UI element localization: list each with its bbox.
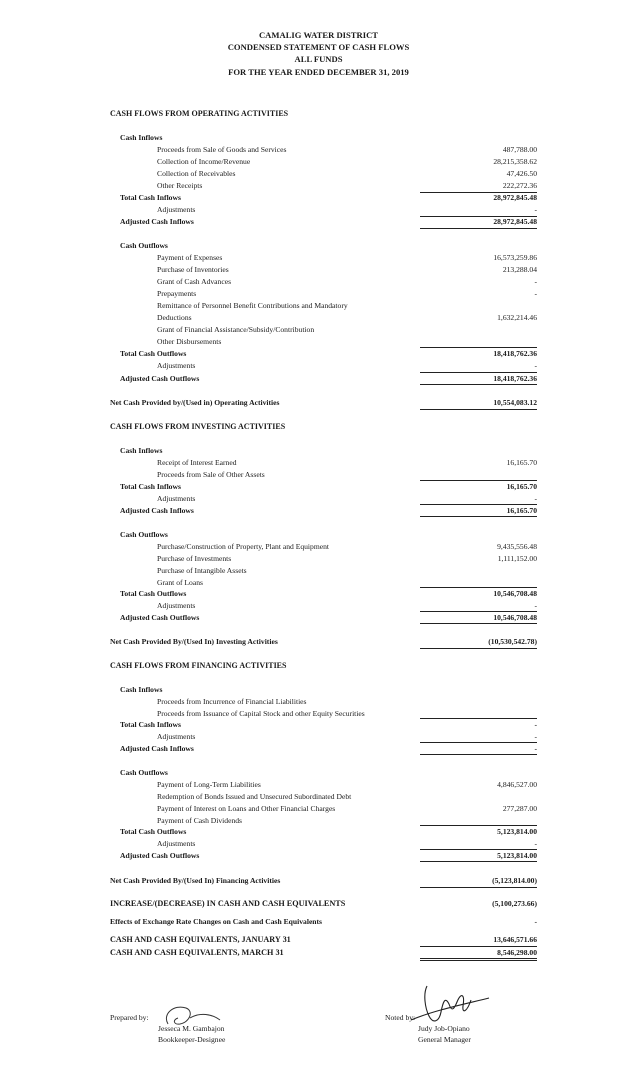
total-inflows-amount: - — [534, 720, 537, 729]
line-item-label: Payment of Long-Term Liabilities — [157, 780, 261, 789]
adjusted-inflows-amount: 28,972,845.48 — [493, 217, 537, 226]
adjustments-label: Adjustments — [157, 494, 196, 503]
prepared-title: Bookkeeper-Designee — [158, 1035, 226, 1044]
line-item-label: Payment of Interest on Loans and Other Financial Charges — [157, 804, 336, 813]
line-item-amount: 4,846,527.00 — [497, 780, 537, 789]
adjustments-amount: - — [534, 205, 537, 214]
adjustments-amount: - — [534, 601, 537, 610]
line-item-amount: 47,426.50 — [506, 169, 537, 178]
adjusted-inflows-amount: 16,165.70 — [506, 506, 537, 515]
line-item-label: Remittance of Personnel Benefit Contributions and Mandatory — [157, 301, 348, 310]
line-item-amount: 16,573,259.86 — [493, 253, 537, 262]
line-item-label: Purchase/Construction of Property, Plant and Equipment — [157, 542, 330, 551]
line-item-label: Purchase of Intangible Assets — [157, 566, 247, 575]
investing-section-title: CASH FLOWS FROM INVESTING ACTIVITIES — [110, 422, 286, 431]
line-item-label: Purchase of Investments — [157, 554, 232, 563]
investing-inflows-heading: Cash Inflows — [120, 446, 163, 455]
adjusted-outflows-amount: 5,123,814.00 — [497, 851, 537, 860]
adjustments-amount: - — [534, 494, 537, 503]
adjustments-label: Adjustments — [157, 361, 196, 370]
fx-effect-amount: - — [534, 917, 537, 926]
line-item-label: Other Receipts — [157, 181, 203, 190]
net-financing-amount: (5,123,814.00) — [492, 876, 537, 885]
line-item-label: Grant of Loans — [157, 578, 203, 587]
double-rule — [420, 516, 537, 517]
total-rule — [420, 504, 537, 505]
total-rule — [420, 718, 537, 719]
total-outflows-amount: 10,546,708.48 — [493, 589, 537, 598]
adjusted-inflows-amount: - — [534, 744, 537, 753]
total-outflows-amount: 5,123,814.00 — [497, 827, 537, 836]
financing-outflows-heading: Cash Outflows — [120, 768, 168, 777]
line-item-label: Prepayments — [157, 289, 197, 298]
adjustments-label: Adjustments — [157, 732, 196, 741]
net-rule — [420, 409, 537, 410]
line-item-label: Grant of Financial Assistance/Subsidy/Contribution — [157, 325, 315, 334]
beginning-cash-amount: 13,646,571.66 — [493, 935, 537, 944]
total-inflows-label: Total Cash Inflows — [120, 193, 181, 202]
adjustments-amount: - — [534, 839, 537, 848]
beginning-cash-label: CASH AND CASH EQUIVALENTS, JANUARY 31 — [110, 935, 291, 944]
adjustments-label: Adjustments — [157, 839, 196, 848]
financing-inflows-heading: Cash Inflows — [120, 685, 163, 694]
total-outflows-label: Total Cash Outflows — [120, 349, 187, 358]
noted-by-label: Noted by: — [385, 1013, 416, 1022]
double-rule — [420, 384, 537, 385]
adjusted-inflows-label: Adjusted Cash Inflows — [120, 217, 194, 226]
prepared-name: Jesseca M. Gambajon — [158, 1024, 225, 1033]
line-item-amount: - — [534, 277, 537, 286]
line-item-label: Proceeds from Sale of Other Assets — [157, 470, 265, 479]
line-item-amount: 1,632,214.46 — [497, 313, 537, 322]
net-investing-amount: (10,530,542.78) — [488, 637, 537, 646]
line-item-label: Grant of Cash Advances — [157, 277, 232, 286]
line-item-label: Proceeds from Issuance of Capital Stock and other Equity Securities — [157, 709, 365, 718]
line-item-amount: 487,788.00 — [502, 145, 537, 154]
line-item-label: Purchase of Inventories — [157, 265, 229, 274]
line-item-label: Proceeds from Incurrence of Financial Liabilities — [157, 697, 307, 706]
total-rule — [420, 480, 537, 481]
adjustments-label: Adjustments — [157, 601, 196, 610]
adjustments-label: Adjustments — [157, 205, 196, 214]
line-item-label: Other Disbursements — [157, 337, 222, 346]
net-increase-label: INCREASE/(DECREASE) IN CASH AND CASH EQUIVALENTS — [110, 899, 346, 908]
line-item-amount: 222,272.36 — [502, 181, 537, 190]
total-rule — [420, 742, 537, 743]
net-financing-label: Net Cash Provided By/(Used In) Financing Activities — [110, 876, 281, 885]
line-item-label: Proceeds from Sale of Goods and Services — [157, 145, 287, 154]
period-label: FOR THE YEAR ENDED DECEMBER 31, 2019 — [228, 67, 409, 77]
adjusted-inflows-label: Adjusted Cash Inflows — [120, 506, 194, 515]
statement-title: CONDENSED STATEMENT OF CASH FLOWS — [227, 42, 410, 52]
line-item-label: Receipt of Interest Earned — [157, 458, 237, 467]
adjusted-outflows-label: Adjusted Cash Outflows — [120, 851, 200, 860]
financing-section-title: CASH FLOWS FROM FINANCING ACTIVITIES — [110, 661, 287, 670]
total-rule — [420, 587, 537, 588]
fx-effect-label: Effects of Exchange Rate Changes on Cash and Cash Equivalents — [110, 917, 323, 926]
double-rule — [420, 960, 537, 961]
total-outflows-label: Total Cash Outflows — [120, 589, 187, 598]
adjustments-amount: - — [534, 732, 537, 741]
adjusted-outflows-label: Adjusted Cash Outflows — [120, 374, 200, 383]
line-item-label: Redemption of Bonds Issued and Unsecured Subordinated Debt — [157, 792, 352, 801]
adjusted-outflows-amount: 18,418,762.36 — [493, 374, 537, 383]
line-item-label: Payment of Cash Dividends — [157, 816, 242, 825]
net-operating-amount: 10,554,083.12 — [493, 398, 537, 407]
company-name: CAMALIG WATER DISTRICT — [258, 30, 379, 40]
double-rule — [420, 623, 537, 624]
line-item-amount: 213,288.04 — [502, 265, 537, 274]
adjusted-outflows-label: Adjusted Cash Outflows — [120, 613, 200, 622]
noted-title: General Manager — [418, 1035, 471, 1044]
line-item-amount: - — [534, 289, 537, 298]
operating-section-title: CASH FLOWS FROM OPERATING ACTIVITIES — [110, 109, 289, 118]
line-item-label: Collection of Receivables — [157, 169, 236, 178]
line-item-label: Collection of Income/Revenue — [157, 157, 251, 166]
ending-cash-label: CASH AND CASH EQUIVALENTS, MARCH 31 — [110, 948, 284, 957]
net-investing-label: Net Cash Provided By/(Used In) Investing Activities — [110, 637, 278, 646]
line-item-label: Deductions — [157, 313, 192, 322]
total-rule — [420, 372, 537, 373]
total-inflows-label: Total Cash Inflows — [120, 482, 181, 491]
total-rule — [420, 347, 537, 348]
net-rule — [420, 887, 537, 888]
total-inflows-amount: 16,165.70 — [506, 482, 537, 491]
line-item-amount: 277,287.00 — [502, 804, 537, 813]
line-item-amount: 1,111,152.00 — [497, 554, 537, 563]
funds-label: ALL FUNDS — [294, 54, 343, 64]
adjustments-amount: - — [534, 361, 537, 370]
line-item-amount: 16,165.70 — [506, 458, 537, 467]
total-rule — [420, 946, 537, 947]
total-outflows-label: Total Cash Outflows — [120, 827, 187, 836]
investing-outflows-heading: Cash Outflows — [120, 530, 168, 539]
adjusted-inflows-label: Adjusted Cash Inflows — [120, 744, 194, 753]
double-rule — [420, 228, 537, 229]
operating-outflows-heading: Cash Outflows — [120, 241, 168, 250]
noted-name: Judy Job-Opiano — [418, 1024, 470, 1033]
total-rule — [420, 825, 537, 826]
prepared-by-label: Prepared by: — [110, 1013, 149, 1022]
ending-cash-amount: 8,546,298.00 — [497, 948, 537, 957]
total-inflows-amount: 28,972,845.48 — [493, 193, 537, 202]
adjusted-outflows-amount: 10,546,708.48 — [493, 613, 537, 622]
net-operating-label: Net Cash Provided by/(Used in) Operating Activities — [110, 398, 280, 407]
net-rule — [420, 648, 537, 649]
double-rule — [420, 754, 537, 755]
net-increase-amount: (5,100,273.66) — [492, 899, 537, 908]
total-rule — [420, 849, 537, 850]
double-rule — [420, 958, 537, 959]
line-item-label: Payment of Expenses — [157, 253, 223, 262]
double-rule — [420, 861, 537, 862]
line-item-amount: 9,435,556.48 — [497, 542, 537, 551]
total-outflows-amount: 18,418,762.36 — [493, 349, 537, 358]
line-item-amount: 28,215,358.62 — [493, 157, 537, 166]
total-rule — [420, 611, 537, 612]
total-inflows-label: Total Cash Inflows — [120, 720, 181, 729]
operating-inflows-heading: Cash Inflows — [120, 133, 163, 142]
